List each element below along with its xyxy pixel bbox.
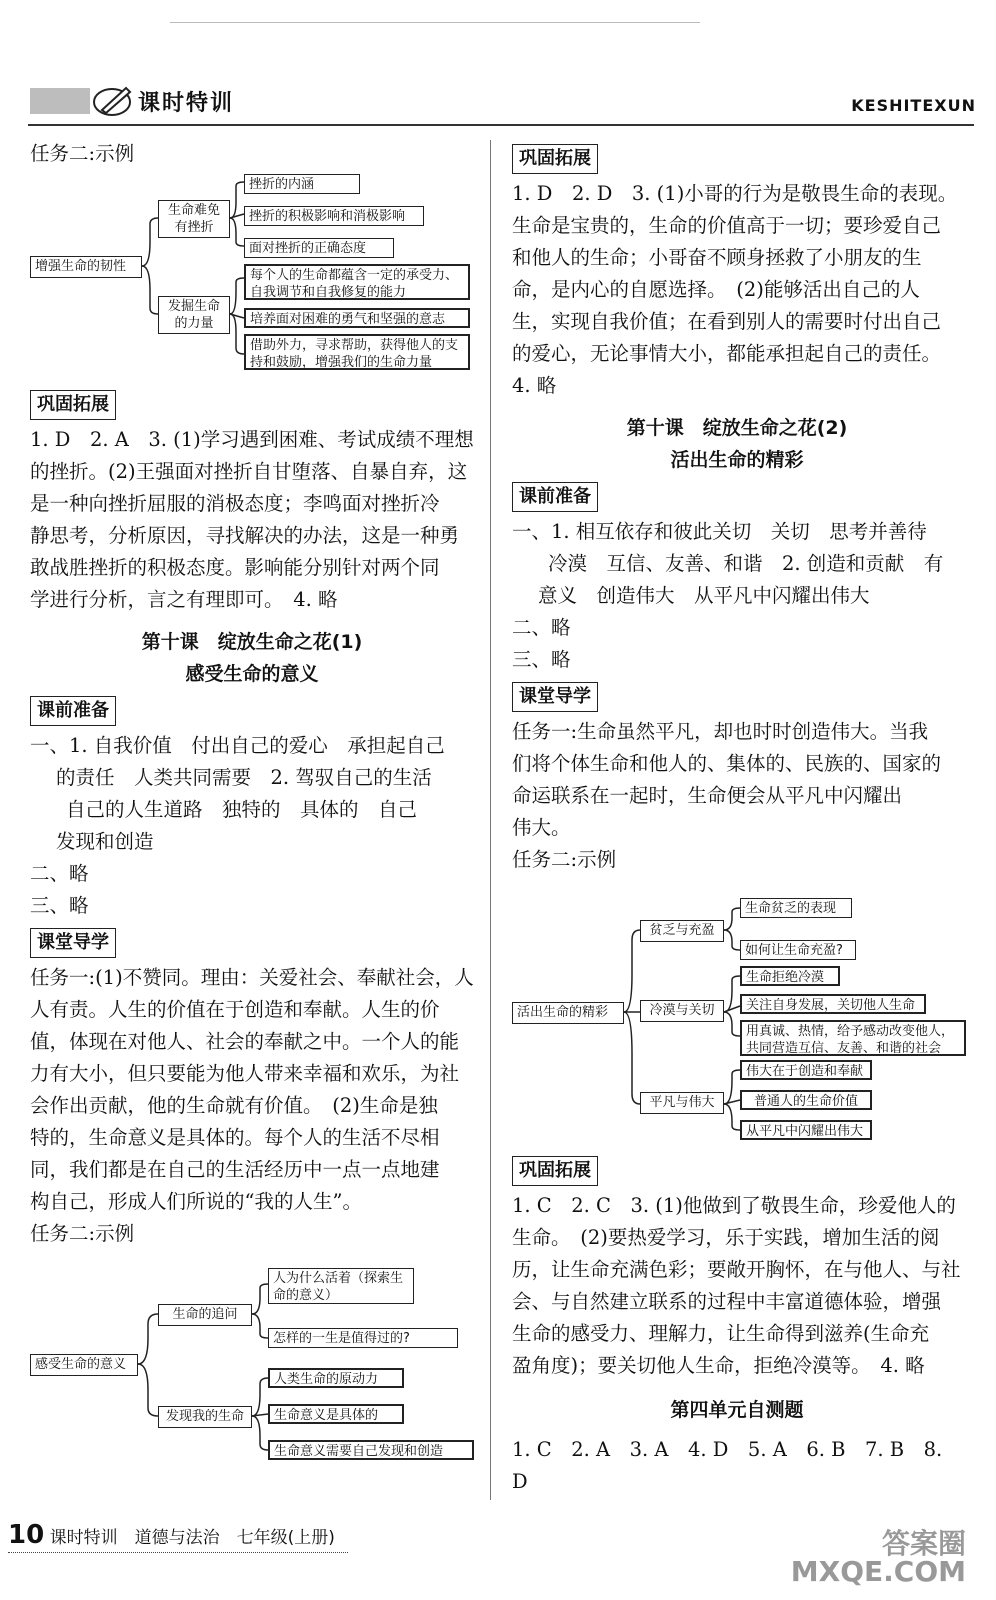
unit-test-answers: 1. C 2. A 3. A 4. D 5. A 6. B 7. B 8. D	[512, 1438, 943, 1493]
column-divider	[490, 140, 491, 1500]
header-rule	[28, 124, 974, 126]
answer-line: 静思考，分析原因，寻找解决的办法，这是一种勇	[30, 524, 460, 547]
answer-line: 学进行分析，言之有理即可。 4. 略	[30, 588, 338, 611]
answer-line: 值，体现在对他人、社会的奉献之中。一个人的能	[30, 1030, 460, 1053]
mindmap-resilience	[30, 172, 480, 380]
top-rule	[170, 22, 700, 23]
lesson-subtitle: 活出生命的精彩	[670, 449, 804, 471]
answer-line: 盈角度)；要关切他人生命，拒绝冷漠等。 4. 略	[512, 1354, 925, 1377]
answer-line: 们将个体生命和他人的、集体的、民族的、国家的	[512, 752, 942, 775]
mindmap-branch: 发现我的生命	[158, 1406, 252, 1428]
mindmap-branch: 平凡与伟大	[640, 1092, 724, 1114]
answer-line: 自己的人生道路 独特的 具体的 自己	[66, 798, 418, 821]
answer-line: 的挫折。(2)王强面对挫折自甘堕落、自暴自弃，这	[30, 460, 468, 483]
mindmap-leaf: 伟大在于创造和奉献	[740, 1060, 872, 1080]
answer-line: 人有责。人生的价值在于创造和奉献。人生的价	[30, 998, 440, 1021]
answer-line: 一、1. 相互依存和彼此关切 关切 思考并善待	[512, 520, 927, 543]
answer-line: 会作出贡献，他的生命就有价值。 (2)生命是独	[30, 1094, 438, 1117]
answer-line: 命运联系在一起时，生命便会从平凡中闪耀出	[512, 784, 903, 807]
mindmap-wonderful-life	[512, 894, 972, 1144]
mindmap-leaf: 生命意义需要自己发现和创造	[268, 1440, 474, 1460]
answer-line: 的爱心，无论事情大小，都能承担起自己的责任。	[512, 342, 942, 365]
mindmap-leaf: 从平凡中闪耀出伟大	[740, 1120, 872, 1140]
answer-line: 任务一:生命虽然平凡，却也时时创造伟大。当我	[512, 720, 929, 743]
answer-line: 的责任 人类共同需要 2. 驾驭自己的生活	[56, 766, 432, 789]
right-column	[512, 138, 962, 876]
answer-line: 同，我们都是在自己的生活经历中一点一点地建	[30, 1158, 440, 1181]
left-column	[30, 138, 474, 170]
mindmap-leaf: 人类生命的原动力	[268, 1368, 404, 1388]
answer-line: 三、略	[512, 648, 571, 671]
mindmap-leaf: 怎样的一生是值得过的?	[268, 1328, 458, 1348]
mindmap-branch: 贫乏与充盈	[640, 920, 724, 942]
answer-line: 生命的感受力、理解力，让生命得到滋养(生命充	[512, 1322, 930, 1345]
mindmap-root: 活出生命的精彩	[512, 1002, 624, 1024]
mindmap-leaf: 挫折的内涵	[244, 174, 360, 194]
answer-line: 和他人的生命；小哥奋不顾身拯救了小朋友的生	[512, 246, 922, 269]
answer-line: 会、与自然建立联系的过程中丰富道德体验，增强	[512, 1290, 942, 1313]
answer-line: 力有大小，但只要能为他人带来幸福和欢乐，为社	[30, 1062, 460, 1085]
lesson-title: 第十课 绽放生命之花(2)	[626, 417, 848, 439]
footer	[8, 1520, 335, 1550]
answer-line: 生命。 (2)要热爱学习，乐于实践，增加生活的阅	[512, 1226, 940, 1249]
answer-line: 特的，生命意义是具体的。每个人的生活不尽相	[30, 1126, 440, 1149]
answer-line: 冷漠 互信、友善、和谐 2. 创造和贡献 有	[548, 552, 944, 575]
footer-text: 课时特训 道德与法治 七年级(上册)	[49, 1528, 335, 1548]
mindmap-branch: 冷漠与关切	[640, 1000, 724, 1022]
answer-line: 命，是内心的自愿选择。 (2)能够活出自己的人	[512, 278, 920, 301]
section-heading: 课前准备	[512, 482, 598, 512]
mindmap-leaf: 生命意义是具体的	[268, 1404, 404, 1424]
answer-line: 伟大。	[512, 816, 571, 839]
section-heading: 巩固拓展	[512, 1156, 598, 1186]
mindmap-leaf: 用真诚、热情，给予感动改变他人，共同营造互信、友善、和谐的社会	[740, 1020, 966, 1056]
watermark: 答案圈 MXQE.COM	[790, 1527, 966, 1588]
mindmap-leaf: 培养面对困难的勇气和坚强的意志	[244, 308, 470, 328]
answer-line: 二、略	[512, 616, 571, 639]
answer-line: 1. D 2. A 3. (1)学习遇到困难、考试成绩不理想	[30, 428, 474, 451]
answer-line: 1. D 2. D 3. (1)小哥的行为是敬畏生命的表现。	[512, 182, 958, 205]
answer-line: 发现和创造	[56, 830, 154, 853]
mindmap-leaf: 关注自身发展，关切他人生命	[740, 994, 926, 1014]
answer-line: 敢战胜挫折的积极态度。影响能分别针对两个同	[30, 556, 440, 579]
mindmap-leaf: 生命贫乏的表现	[740, 898, 852, 918]
lesson-subtitle: 感受生命的意义	[185, 663, 319, 685]
answer-line: 是一种向挫折屈服的消极态度；李鸣面对挫折冷	[30, 492, 440, 515]
mindmap-leaf: 每个人的生命都蕴含一定的承受力、自我调节和自我修复的能力	[244, 264, 470, 300]
mindmap-branch: 发掘生命的力量	[158, 296, 230, 334]
mindmap-leaf: 人为什么活着（探索生命的意义）	[268, 1268, 414, 1304]
section-heading: 课前准备	[30, 696, 116, 726]
mindmap-meaning	[30, 1268, 480, 1468]
mindmap-leaf: 借助外力，寻求帮助，获得他人的支持和鼓励，增强我们的生命力量	[244, 334, 470, 370]
answer-line: 二、略	[30, 862, 89, 885]
answer-line: 三、略	[30, 894, 89, 917]
answer-line: 意义 创造伟大 从平凡中闪耀出伟大	[538, 584, 870, 607]
answer-line: 生命是宝贵的，生命的价值高于一切；要珍爱自己	[512, 214, 942, 237]
mindmap-leaf: 面对挫折的正确态度	[244, 238, 394, 258]
footer-rule	[8, 1552, 348, 1554]
answer-line: 历，让生命充满色彩；要敞开胸怀，在与他人、与社	[512, 1258, 961, 1281]
mindmap-leaf: 如何让生命充盈?	[740, 940, 856, 960]
mindmap-root: 感受生命的意义	[30, 1354, 138, 1376]
mindmap-branch: 生命的追问	[158, 1304, 252, 1326]
answer-line: 生，实现自我价值；在看到别人的需要时付出自己	[512, 310, 942, 333]
task2-title: 任务二:示例	[30, 142, 135, 165]
answer-line: 一、1. 自我价值 付出自己的爱心 承担起自己	[30, 734, 445, 757]
pen-icon	[92, 80, 134, 118]
header-title: 课时特训	[138, 91, 235, 116]
answer-line: 4. 略	[512, 374, 557, 397]
section-heading: 巩固拓展	[30, 390, 116, 420]
section-heading: 课堂导学	[30, 928, 116, 958]
mindmap-leaf: 生命拒绝冷漠	[740, 966, 840, 986]
mindmap-branch: 生命难免有挫折	[158, 200, 230, 238]
answer-line: 任务一:(1)不赞同。理由：关爱社会、奉献社会，人	[30, 966, 474, 989]
mindmap-leaf: 普通人的生命价值	[740, 1090, 872, 1110]
right-column-body	[512, 1150, 962, 1498]
answer-line: 任务二:示例	[30, 1222, 135, 1245]
unit-test-title: 第四单元自测题	[670, 1399, 804, 1421]
answer-line: 任务二:示例	[512, 848, 617, 871]
lesson-title: 第十课 绽放生命之花(1)	[141, 631, 363, 653]
answer-line: 构自己，形成人们所说的“我的人生”。	[30, 1190, 362, 1213]
section-heading: 巩固拓展	[512, 144, 598, 174]
answer-line: 1. C 2. C 3. (1)他做到了敬畏生命，珍爱他人的	[512, 1194, 956, 1217]
mindmap-root: 增强生命的韧性	[30, 256, 142, 278]
header-brand-en: KESHITEXUN	[851, 96, 976, 115]
left-column-body	[30, 384, 474, 1250]
section-heading: 课堂导学	[512, 682, 598, 712]
header-bar	[30, 88, 90, 114]
page-number: 10	[8, 1520, 45, 1550]
mindmap-leaf: 挫折的积极影响和消极影响	[244, 206, 424, 226]
